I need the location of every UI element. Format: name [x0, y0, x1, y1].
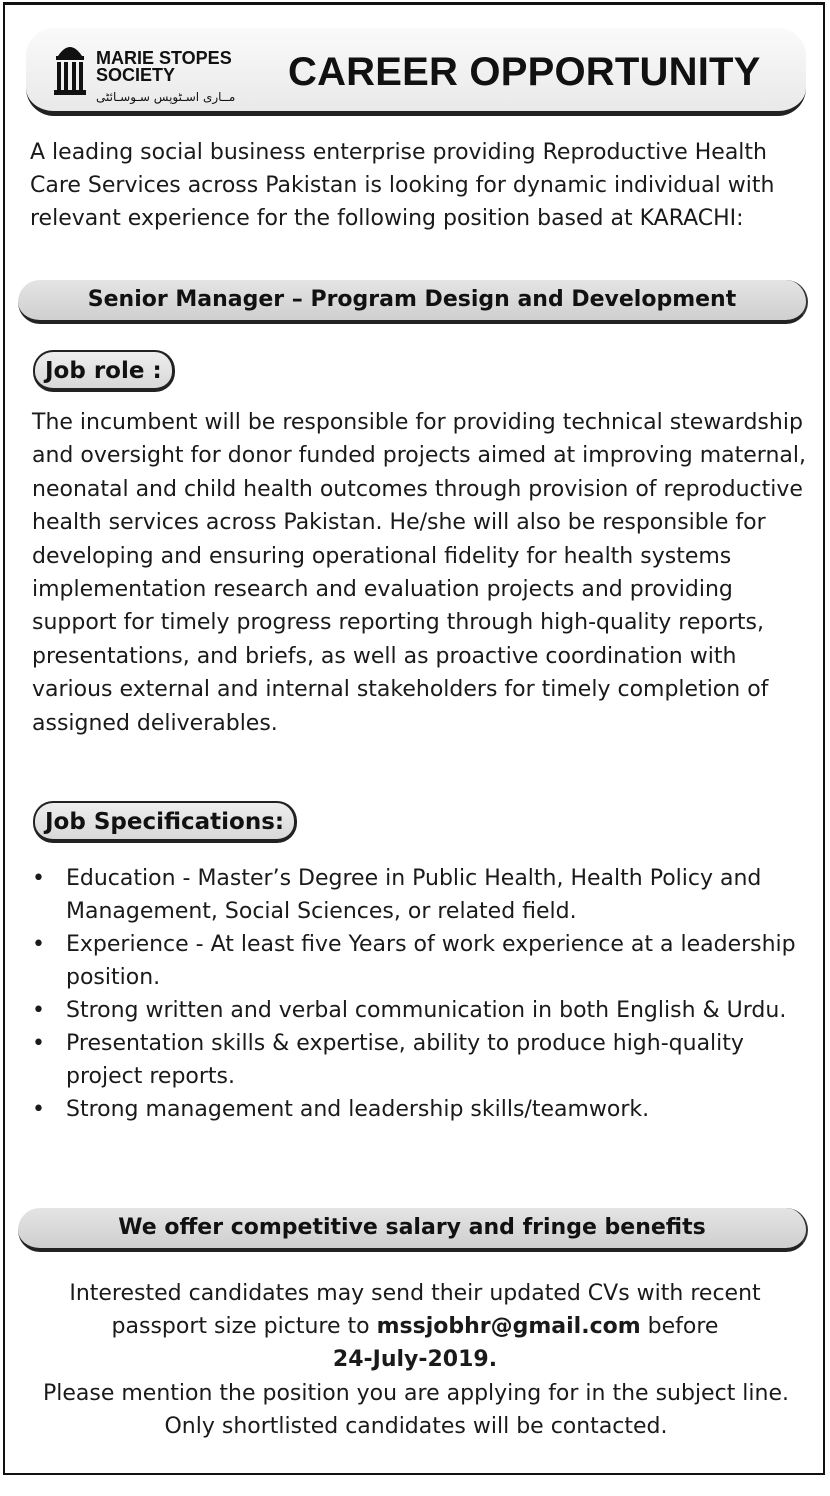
list-item: • Strong written and verbal communication in both English & Urdu.	[32, 994, 822, 1027]
apply-text-mid: before	[640, 1314, 719, 1339]
list-item: • Presentation skills & expertise, ability to produce high-quality project reports.	[32, 1027, 822, 1093]
apply-text: Interested candidates may send their updated CVs with recent passport size picture to	[69, 1281, 761, 1339]
job-specifications-list	[32, 862, 822, 1126]
contact-email[interactable]: mssjobhr@gmail.com	[376, 1314, 641, 1339]
closing-note: Please mention the position you are applying for in the subject line. Only shortlisted candidates will be contacted.	[42, 1381, 790, 1439]
header-banner	[26, 28, 806, 116]
list-item: • Experience - At least five Years of work experience at a leadership position.	[32, 928, 822, 994]
position-title-bar	[18, 280, 808, 324]
offer-text: We offer competitive salary and fringe benefits	[118, 1215, 706, 1240]
intro-paragraph: A leading social business enterprise providing Reproductive Health Care Services across Pakistan is looking for dynamic individual with relevant experience for the following position based at KARACHI:	[30, 140, 775, 231]
apply-instructions	[20, 1277, 810, 1376]
position-title: Senior Manager – Program Design and Development	[87, 287, 737, 312]
building-icon	[50, 38, 90, 100]
page-title: CAREER OPPORTUNITY	[288, 50, 761, 94]
offer-bar	[18, 1208, 808, 1252]
list-item: • Education - Master’s Degree in Public Health, Health Policy and Management, Social Sciences, or related field.	[32, 862, 822, 928]
job-role-heading: Job role :	[33, 350, 175, 392]
list-item: • Strong management and leadership skills/teamwork.	[32, 1093, 822, 1126]
logo-urdu-text: مــاری اسـٹوپس سـوسـائٹی	[96, 90, 236, 104]
logo-name: MARIE STOPES SOCIETY	[96, 48, 232, 85]
deadline: 24-July-2019.	[332, 1347, 498, 1372]
logo	[50, 38, 290, 110]
job-role-text: The incumbent will be responsible for providing technical stewardship and oversight for donor funded projects aimed at improving maternal, neonatal and child health outcomes through provision of reproductive health services across Pakistan. He/she will also be responsible for developing and ensuring operational fidelity for health systems implementation research and evaluation projects and providing support for timely progress reporting through high-quality reports, presentations, and briefs, as well as proactive coordination with various external and internal stakeholders for timely completion of assigned deliverables.	[32, 410, 806, 736]
job-specifications-heading: Job Specifications:	[33, 801, 297, 843]
